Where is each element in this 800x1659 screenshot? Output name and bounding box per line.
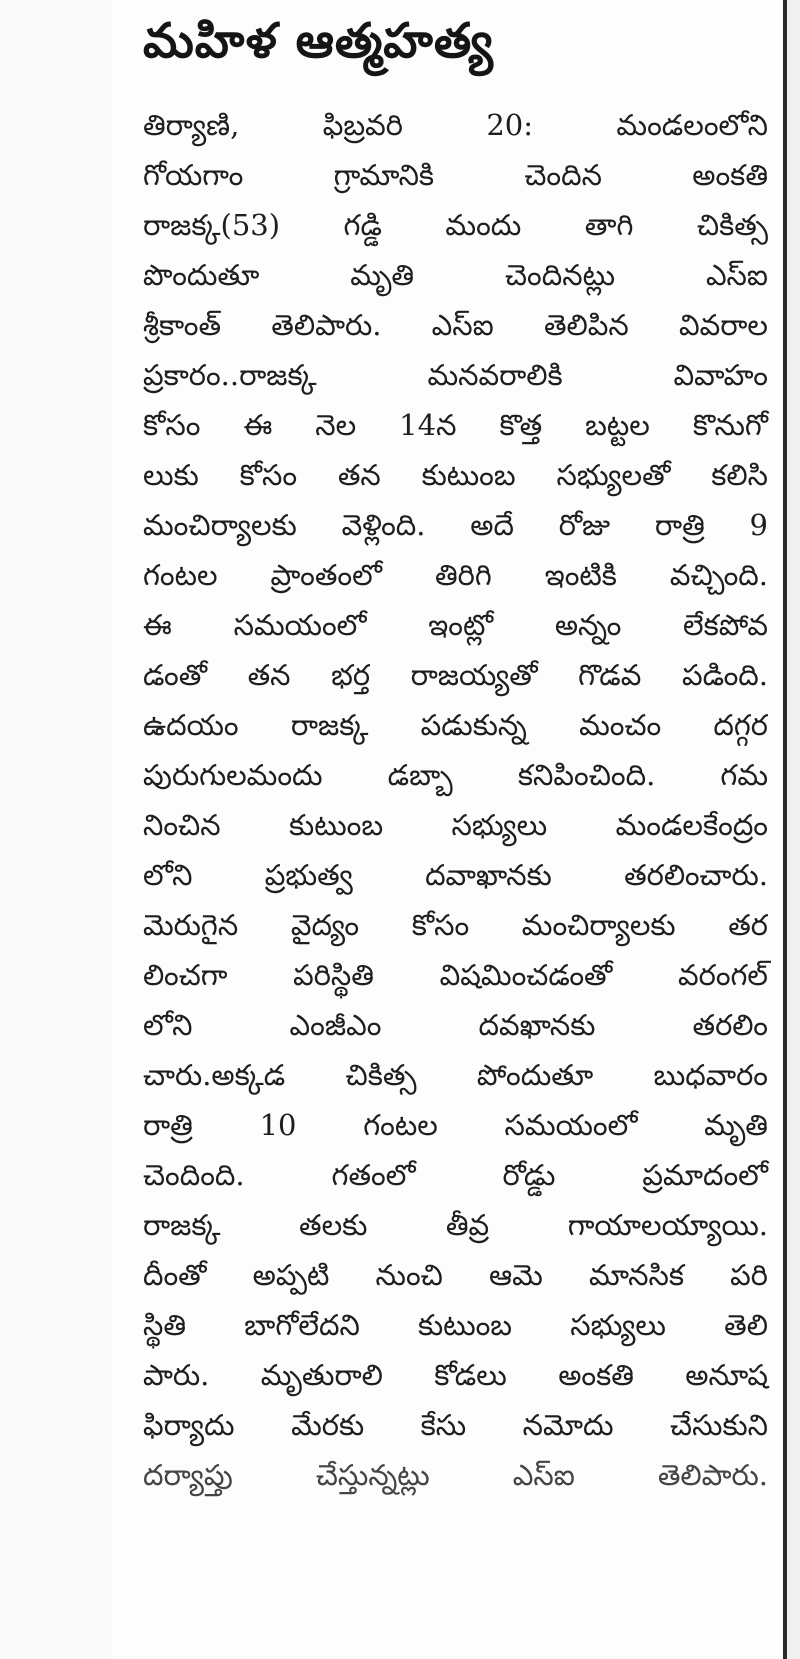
body-line: చెందింది. గతంలో రోడ్డు ప్రమాదంలో	[143, 1158, 768, 1192]
body-line: మెరుగైన వైద్యం కోసం మంచిర్యాలకు తర	[143, 908, 768, 942]
body-line: ప్రకారం..రాజక్క మనవరాలికి వివాహం	[143, 358, 768, 392]
left-margin	[0, 0, 112, 1659]
body-line: ఉదయం రాజక్క పడుకున్న మంచం దగ్గర	[143, 708, 768, 742]
body-line: రాజక్క(53) గడ్డి మందు తాగి చికిత్స	[143, 208, 768, 242]
body-line: పురుగులమందు డబ్బా కనిపించింది. గమ	[143, 758, 768, 792]
body-line-cutoff: దర్యాప్తు చేస్తున్నట్లు ఎస్ఐ తెలిపారు.	[143, 1458, 768, 1492]
body-line: లోని ఎంజీఎం దవఖానకు తరలిం	[143, 1008, 768, 1042]
body-line: డంతో తన భర్త రాజయ్యతో గొడవ పడింది.	[143, 658, 768, 692]
body-line: లుకు కోసం తన కుటుంబ సభ్యులతో కలిసి	[143, 458, 768, 492]
body-line: లోని ప్రభుత్వ దవాఖానకు తరలించారు.	[143, 858, 768, 892]
body-line: గంటల ప్రాంతంలో తిరిగి ఇంటికి వచ్చింది.	[143, 558, 768, 592]
news-article	[143, 8, 768, 1492]
body-line: చారు.అక్కడ చికిత్స పోందుతూ బుధవారం	[143, 1058, 768, 1092]
body-line: ఈ సమయంలో ఇంట్లో అన్నం లేకపోవ	[143, 608, 768, 642]
body-line: తిర్యాణి, ఫిబ్రవరి 20: మండలంలోని	[143, 108, 768, 142]
body-line: ఫిర్యాదు మేరకు కేసు నమోదు చేసుకుని	[143, 1408, 768, 1442]
article-headline: మహిళ ఆత్మహత్య	[143, 13, 494, 69]
body-line: పారు. మృతురాలి కోడలు అంకతి అనూష	[143, 1358, 768, 1392]
body-line: దీంతో అప్పటి నుంచి ఆమె మానసిక పరి	[143, 1258, 768, 1292]
body-line: రాత్రి 10 గంటల సమయంలో మృతి	[143, 1108, 768, 1142]
body-line: రాజక్క తలకు తీవ్ర గాయాలయ్యాయి.	[143, 1208, 768, 1242]
body-line: లించగా పరిస్థితి విషమించడంతో వరంగల్	[143, 958, 768, 992]
article-body	[143, 100, 768, 1492]
body-line: స్థితి బాగోలేదని కుటుంబ సభ్యులు తెలి	[143, 1308, 768, 1342]
body-line: పొందుతూ మృతి చెందినట్లు ఎస్ఐ	[143, 258, 768, 292]
body-line: కోసం ఈ నెల 14న కొత్త బట్టల కొనుగో	[143, 408, 768, 442]
body-line: మంచిర్యాలకు వెళ్లింది. అదే రోజు రాత్రి 9	[143, 508, 768, 542]
right-margin	[787, 0, 800, 1659]
body-line: శ్రీకాంత్ తెలిపారు. ఎస్ఐ తెలిపిన వివరాల	[143, 308, 768, 342]
body-line: గోయగాం గ్రామానికి చెందిన అంకతి	[143, 158, 768, 192]
body-line: నించిన కుటుంబ సభ్యులు మండలకేంద్రం	[143, 808, 768, 842]
